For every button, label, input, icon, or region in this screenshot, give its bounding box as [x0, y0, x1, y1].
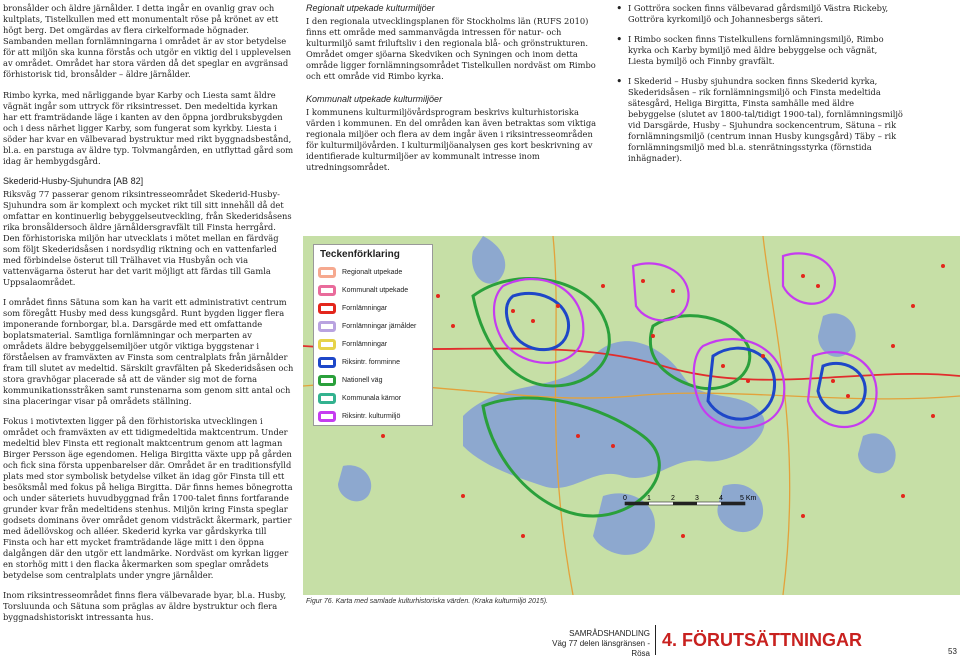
- footer-divider: [655, 625, 656, 655]
- legend-swatch: [318, 357, 336, 368]
- legend-item: [314, 353, 432, 371]
- legend-label: Fornlämningar: [342, 340, 388, 348]
- legend-label: Fornlämningar järnålder: [342, 322, 417, 330]
- legend-swatch: [318, 321, 336, 332]
- legend-item: [314, 371, 432, 389]
- heading-regional: Regionalt utpekade kulturmiljöer: [306, 3, 435, 13]
- scale-label: 3: [695, 495, 699, 502]
- map-legend: [313, 244, 433, 426]
- legend-item: [314, 335, 432, 353]
- legend-item: [314, 389, 432, 407]
- legend-label: Nationell väg: [342, 376, 383, 384]
- legend-swatch: [318, 375, 336, 386]
- paragraph-rimbo-kyrka: Rimbo kyrka, med närliggande byar Karby och Liesta samt äldre vägnät ingår som uttryck för riksintresset. Den medeltida kyrkan har ett framträdande läge i kanten av den öppna jordbruksbygden och i dess närhet ligger Karby, som fungerat som kyrkby. Liesta i söder har kvar en välbevarad bystruktur med rikt byggnadsbestånd, bl.a. en parstuga av äldre typ. Tolvmangården, en utflyttad gård som idag är hembygdsgård.: [3, 90, 294, 166]
- column-right: [614, 3, 904, 173]
- paragraph-finsta: Fokus i motivtexten ligger på den förhistoriska utvecklingen i området och framväxten av ett tidigmedeltida maktcentrum. Under medeltid blev Finsta ett regionalt maktcentrum genom att lagman Birger Persson äge egendomen. Heliga Birgitta växte upp på gården och fick sina första uppenbarelser där. Området är en traditionsfylld plats med stor symbolisk betydelse vilket än idag gör Finsta till ett besöksmål med fokus på heliga Birgitta. Där finns hemes bönegrotta och under säteriets huvudbyggnad från 1700-talet finns fortfarande grunder kvar från medeltidens stenhus. Miljön kring Finsta speglar godsets dominans över området genom vidsträckt åkermark, partier med ädellövskog och alléer. Skederid kyrka var gårdskyrka till Finsta och har ett mycket framträdande läge mitt i den öppna dalgången där den utgör ett landmärke. Nordväst om kyrkan ligger en storhög mitt i den flacka åkermarken som speglar områdets betydelse som centralplats under yngre järnålder.: [3, 416, 293, 580]
- legend-swatch: [318, 285, 336, 296]
- footer-subtitle: [536, 629, 650, 659]
- legend-title: Teckenförklaring: [320, 249, 400, 260]
- scale-label: 0: [623, 495, 627, 502]
- figure-caption: Figur 76. Karta med samlade kulturhistoriska värden. (Kraka kulturmiljö 2015).: [306, 598, 548, 605]
- paragraph-byar: Inom riksintresseområdet finns flera välbevarade byar, bl.a. Husby, Torsluunda och Sätuna som präglas av äldre bystruktur och flera byggnadshistoriskt intressanta hus.: [3, 590, 287, 622]
- heading-skederid: Skederid-Husby-Sjuhundra [AB 82]: [3, 176, 144, 186]
- socken-list: [614, 3, 904, 164]
- paragraph-regional: I den regionala utvecklingsplanen för Stockholms län (RUFS 2010) finns ett område med sammanvägda intressen för natur- och kulturmiljö samt friluftsliv i den regionala blå- och grönstrukturen. Området omger sjöarna Skedviken och Syningen och inom detta område ligger fornlämningsområdet Tistelkullen nordväst om Rimbo och ett område vid Rimbo kyrka.: [306, 16, 596, 81]
- paragraph-satuna: I området finns Sätuna som kan ha varit ett administrativt centrum som föregått Husby med dess kungsgård. Runt bygden ligger flera imponerande fornborgar, bl.a. Darsgärde med ett omfattande boplatsmaterial. Samtliga fornlämningar och merparten av områdets äldre bebyggelsemiljöer utgör viktiga byggstenar i förståelsen av framväxten av Finsta som centralplats från järnålder fram till slutet av medeltid. Särskilt gravfälten på Skederidsåsen och stora gravhögar placerade så att de vänder sig mot de forna kommunikationsstråken samt runstenarna som genom sitt antal och sina placeringar visar på områdets ställning.: [3, 297, 294, 406]
- scale-label: 5 Km: [740, 495, 757, 502]
- legend-label: Kommunala kärnor: [342, 394, 402, 402]
- legend-swatch: [318, 339, 336, 350]
- scale-label: 2: [671, 495, 675, 502]
- legend-item: [314, 407, 432, 425]
- legend-item: [314, 281, 432, 299]
- legend-rows: [314, 263, 432, 425]
- legend-swatch: [318, 393, 336, 404]
- column-middle: [306, 3, 602, 182]
- footer-doc-type: SAMRÅDSHANDLING: [569, 629, 650, 638]
- list-item: • I Skederid – Husby sjuhundra socken finns Skederid kyrka, Skederidsåsen – rik fornlämningsmiljö och Finsta medeltida sätesgård, Heliga Birgitta, Finsta samhälle med äldre bebyggelse (slutet av 1800-tal/tidigt 1900-tal), fornlämningsmiljö vid Darsgärde, Husby – Sjuhundra sockencentrum, Sätuna – rik fornlämningsmiljö (centrum innan Husby kungsgård) Täby – rik fornlämningsmiljö med bl.a. stenrätningsstyrka (förnstida inhägnader).: [628, 76, 904, 164]
- paragraph-tistelkullen: bronsålder och äldre järnålder. I detta ingår en ovanlig grav och kultplats, Tistelkullen med ett monumentalt röse på krönet av ett högt berg. Det omgärdas av flera cirkelformade högnader. Sambanden mellan fornlämningarna i området är av stor betydelse för att miljön ska kunna förstås och utgör en viktig del i upplevelsen av området. Området har stora värden då det speglar en avgränsad förhistorisk tid, bronsålder – äldre järnålder.: [3, 3, 292, 79]
- legend-item: [314, 299, 432, 317]
- paragraph-skederid: Riksväg 77 passerar genom riksintresseområdet Skederid-Husby-Sjuhundra som är komplext och mycket rikt till sitt innehåll då det omfattar en kontinuerlig bebyggelseutveckling, från Skederidsåsens rika bronsåldersoch äldre järnåldersgravfält till Finsta herrgård. Den förhistoriska miljön har utvecklats i mötet mellan en färdväg som följt Skederidsåsen i nordsydlig riktning och en vattenfarled med förbindelse österut till Trälhavet via Husbyån och via vattenvägarna österut har det varit möjligt att färdas till Gamla Uppsalaområdet.: [3, 189, 292, 287]
- legend-swatch: [318, 411, 336, 422]
- legend-item: [314, 317, 432, 335]
- legend-swatch: [318, 267, 336, 278]
- legend-label: Regionalt utpekade: [342, 268, 403, 276]
- legend-item: [314, 263, 432, 281]
- heading-kommunal: Kommunalt utpekade kulturmiljöer: [306, 94, 443, 104]
- legend-label: Fornlämningar: [342, 304, 388, 312]
- legend-label: Riksintr. kulturmiljö: [342, 412, 401, 420]
- cultural-values-map: [303, 236, 960, 595]
- list-item: • I Gottröra socken finns välbevarad gårdsmiljö Västra Rickeby, Gottröra kyrkomiljö och Johannesbergs säteri.: [628, 3, 904, 25]
- page-number: 53: [948, 647, 957, 656]
- scale-label: 1: [647, 495, 651, 502]
- footer-project: Väg 77 delen länsgränsen - Rösa: [552, 639, 650, 658]
- legend-swatch: [318, 303, 336, 314]
- legend-label: Kommunalt utpekade: [342, 286, 409, 294]
- scale-label: 4: [719, 495, 723, 502]
- legend-label: Riksintr. fornminne: [342, 358, 400, 366]
- paragraph-kommunal: I kommunens kulturmiljövårdsprogram beskrivs kulturhistoriska värden i kommunen. En del områden kan även betraktas som viktiga regionala miljöer och flera av dem ingår även i riksintresseområden för kulturmiljövården. I kulturmiljöanalysen ges kort beskrivning av identifierade kulturmiljöer av kommunalt intresse inom utredningsområdet.: [306, 107, 597, 172]
- chapter-title: 4. FÖRUTSÄTTNINGAR: [662, 630, 862, 650]
- list-item: • I Rimbo socken finns Tistelkullens fornlämningsmiljö, Rimbo kyrka och Karby bymiljö med äldre bebyggelse och vägnät, Liesta bymiljö och Finnby gravfält.: [628, 34, 904, 67]
- column-left: [3, 3, 294, 632]
